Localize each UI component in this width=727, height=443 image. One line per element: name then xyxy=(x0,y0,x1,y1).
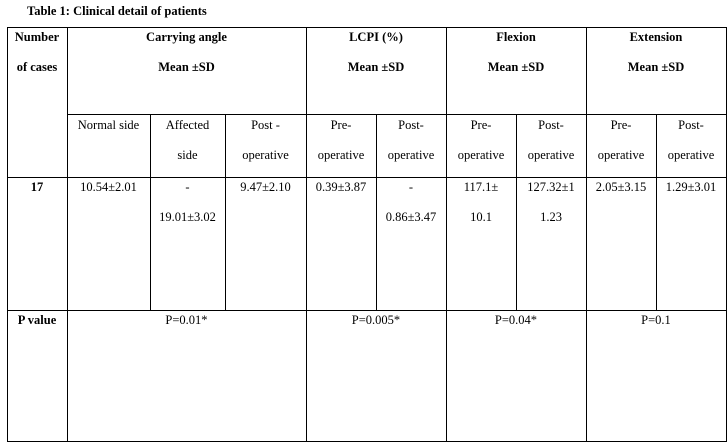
cell-p-lcpi: P=0.005* xyxy=(351,313,401,327)
rule-pvalue xyxy=(7,310,727,311)
cell-p-extension: P=0.1 xyxy=(641,313,671,327)
subheader-normal-side: Normal side xyxy=(77,118,140,132)
cell-flexion-pre-line2: 10.1 xyxy=(470,210,492,224)
subheader-lcpi-post-line1: Post- xyxy=(398,118,424,132)
subheader-flexion-pre-line2: operative xyxy=(457,148,505,162)
header-carrying-angle: Carrying angle xyxy=(146,30,227,44)
header-extension-stat: Mean ±SD xyxy=(627,60,685,74)
cell-cases: 17 xyxy=(30,180,44,194)
rule-col-flexion xyxy=(446,27,447,442)
header-number-line1: Number xyxy=(14,30,60,44)
cell-p-flexion: P=0.04* xyxy=(494,313,538,327)
subheader-extension-post-line2: operative xyxy=(667,148,715,162)
subheader-extension-post-line1: Post- xyxy=(678,118,704,132)
cell-affected-side-line1: - xyxy=(185,180,190,194)
subheader-extension-pre-line1: Pre- xyxy=(610,118,632,132)
cell-lcpi-pre: 0.39±3.87 xyxy=(315,180,367,194)
cell-affected-side-line2: 19.01±3.02 xyxy=(159,210,216,224)
header-extension: Extension xyxy=(629,30,683,44)
header-carrying-angle-stat: Mean ±SD xyxy=(158,60,215,74)
cell-lcpi-post-line1: - xyxy=(408,180,414,194)
rule-sub-extension xyxy=(656,114,657,310)
rule-col1 xyxy=(67,27,68,442)
cell-p-carrying-angle: P=0.01* xyxy=(165,313,208,327)
subheader-extension-pre-line2: operative xyxy=(597,148,645,162)
cell-lcpi-post-line2: 0.86±3.47 xyxy=(385,210,437,224)
rule-bottom xyxy=(7,441,727,442)
header-lcpi-stat: Mean ±SD xyxy=(347,60,405,74)
rule-col-lcpi xyxy=(306,27,307,442)
subheader-flexion-post-line2: operative xyxy=(527,148,575,162)
cell-extension-post: 1.29±3.01 xyxy=(665,180,717,194)
header-flexion-stat: Mean ±SD xyxy=(487,60,545,74)
subheader-affected-side-line1: Affected xyxy=(165,118,210,132)
rule-subheader xyxy=(67,114,727,115)
cell-p-value-label: P value xyxy=(17,313,57,327)
subheader-lcpi-post-line2: operative xyxy=(387,148,435,162)
subheader-post-operative-line1: Post - xyxy=(251,118,280,132)
cell-post-operative: 9.47±2.10 xyxy=(240,180,291,194)
cell-extension-pre: 2.05±3.15 xyxy=(595,180,647,194)
rule-data xyxy=(7,177,727,178)
subheader-flexion-post-line1: Post- xyxy=(538,118,564,132)
subheader-affected-side-line2: side xyxy=(177,148,198,162)
header-flexion: Flexion xyxy=(496,30,536,44)
cell-flexion-post-line2: 1.23 xyxy=(540,210,562,224)
subheader-post-operative-line2: operative xyxy=(242,148,289,162)
rule-left xyxy=(7,27,8,442)
subheader-lcpi-pre-line1: Pre- xyxy=(330,118,352,132)
cell-normal-side: 10.54±2.01 xyxy=(80,180,137,194)
header-lcpi: LCPI (%) xyxy=(349,30,403,44)
subheader-flexion-pre-line1: Pre- xyxy=(470,118,492,132)
cell-flexion-post-line1: 127.32±1 xyxy=(527,180,575,194)
rule-top xyxy=(7,27,727,28)
rule-sub-ca2 xyxy=(225,114,226,310)
table-caption: Table 1: Clinical detail of patients xyxy=(27,4,207,18)
rule-col-extension xyxy=(586,27,587,442)
cell-flexion-pre-line1: 117.1± xyxy=(463,180,499,194)
subheader-lcpi-pre-line2: operative xyxy=(317,148,365,162)
header-number-line2: of cases xyxy=(16,60,58,74)
